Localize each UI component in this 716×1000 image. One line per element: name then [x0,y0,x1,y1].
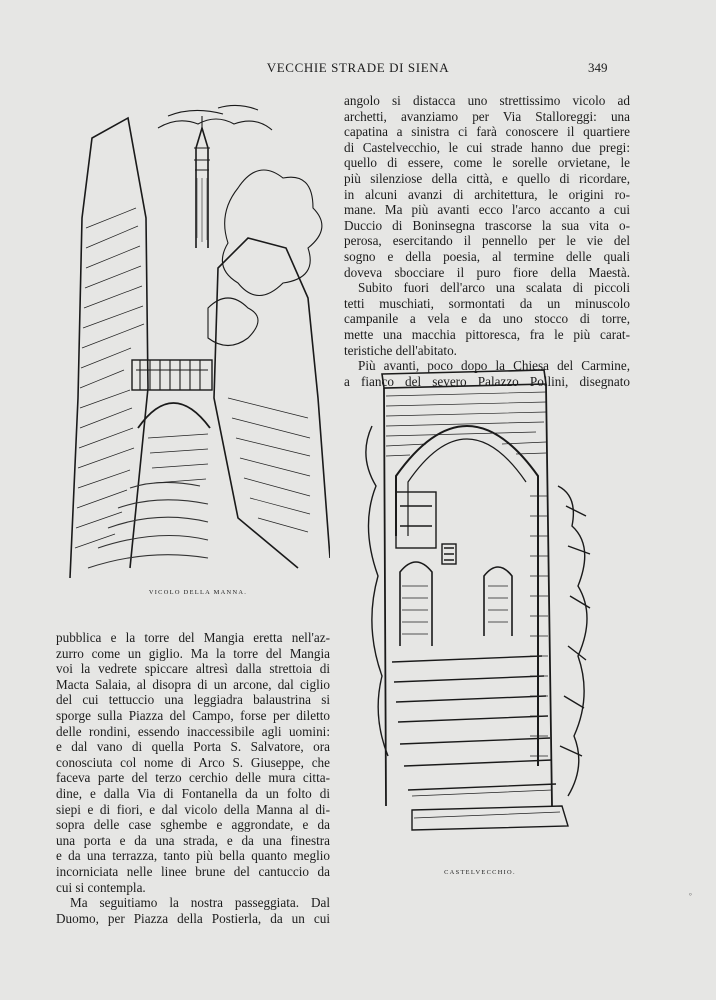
text-line: Macta Salaia, al disopra di un arcone, dal ciglio [56,676,330,692]
decorative-dot: ° [689,892,692,900]
text-line: delle rondini, essendo inaccessibile agli uomini: [56,723,330,739]
text-line: di Castelvecchio, le cui strade hanno due pregi: [344,139,630,155]
text-line: zurro come un giglio. Ma la torre del Mangia [56,645,330,661]
text-line: faceva parte del terzo cerchio delle mura citta- [56,770,330,786]
text-line: mane. Ma più avanti ecco l'arco accanto a cui [344,202,630,218]
text-line: quello di essere, come le sorelle orvietane, le [344,155,630,171]
text-line: tetti muschiati, sormontati da un minuscolo [344,295,630,311]
text-line: doveva sbocciare il puro fiore della Maestà. [344,264,630,280]
illustration-castelvecchio [352,366,608,860]
text-line: teristiche dell'abitato. [344,342,457,358]
text-line: Duomo, per Piazza della Postierla, da un cui [56,910,330,926]
text-line: a fianco del severo Palazzo Pollini, disegnato [344,373,630,389]
illustration-vicolo-della-manna [68,98,330,584]
text-line: sogno e della poesia, al termine delle quali [344,248,630,264]
text-line: campanile a vela e da uno stocco di torre, [344,311,630,327]
text-line: una porta e da una strada, e da una finestra [56,832,330,848]
text-line: archetti, avanziamo per Via Stalloreggi: una [344,108,630,124]
text-line: angolo si distacca uno strettissimo vicolo ad [344,93,630,108]
text-line: Ma seguitiamo la nostra passeggiata. Dal [70,895,330,911]
text-line: e dal vano di quella Porta S. Salvatore, ora [56,739,330,755]
text-line: sopra delle case sghembe e aggrondate, e da [56,817,330,833]
text-line: pubblica e la torre del Mangia eretta nell'az- [56,630,330,645]
text-line: capatina a sinistra ci farà conoscere il quartiere [344,124,630,140]
text-line: siepi e di fiori, e dal vicolo della Manna al di- [56,801,330,817]
text-line: cui si contempla. [56,879,146,895]
running-title: VECCHIE STRADE DI SIENA [266,60,450,75]
text-line: Più avanti, poco dopo la Chiesa del Carmine, [358,358,630,374]
text-line: e da una terrazza, tanto più bella quanto meglio [56,848,330,864]
text-line: perosa, esercitando il pennello per le vie del [344,233,630,249]
text-line: del cui tettuccio una leggiadra balaustrina si [56,692,330,708]
caption-castelvecchio: CASTELVECCHIO. [444,869,516,876]
text-line: Duccio di Boninsegna trascorse la sua vita o- [344,217,630,233]
text-line: in alcuni avanzi di architettura, le origini ro- [344,186,630,202]
text-line: voi la vedrete spiccare altresì dalla strettoia di [56,661,330,677]
page-number: 349 [588,60,608,75]
text-line: dine, e dalla Via di Fontanella da un folto di [56,785,330,801]
text-line: incorniciata nelle linee brune del cantuccio da [56,863,330,879]
text-line: Subito fuori dell'arco una scalata di piccoli [358,280,630,296]
caption-vicolo-della-manna: VICOLO DELLA MANNA. [148,589,248,596]
text-line: mette una macchia pittoresca, fra le più carat- [344,326,630,342]
text-line: sporge sulla Piazza del Campo, forse per diletto [56,707,330,723]
paragraph-right-column [344,93,630,389]
paragraph-left-column [56,630,330,926]
text-line: conosciuta col nome di Arco S. Giuseppe, che [56,754,330,770]
text-line: più silenziose della città, e quello di ricordare, [344,170,630,186]
